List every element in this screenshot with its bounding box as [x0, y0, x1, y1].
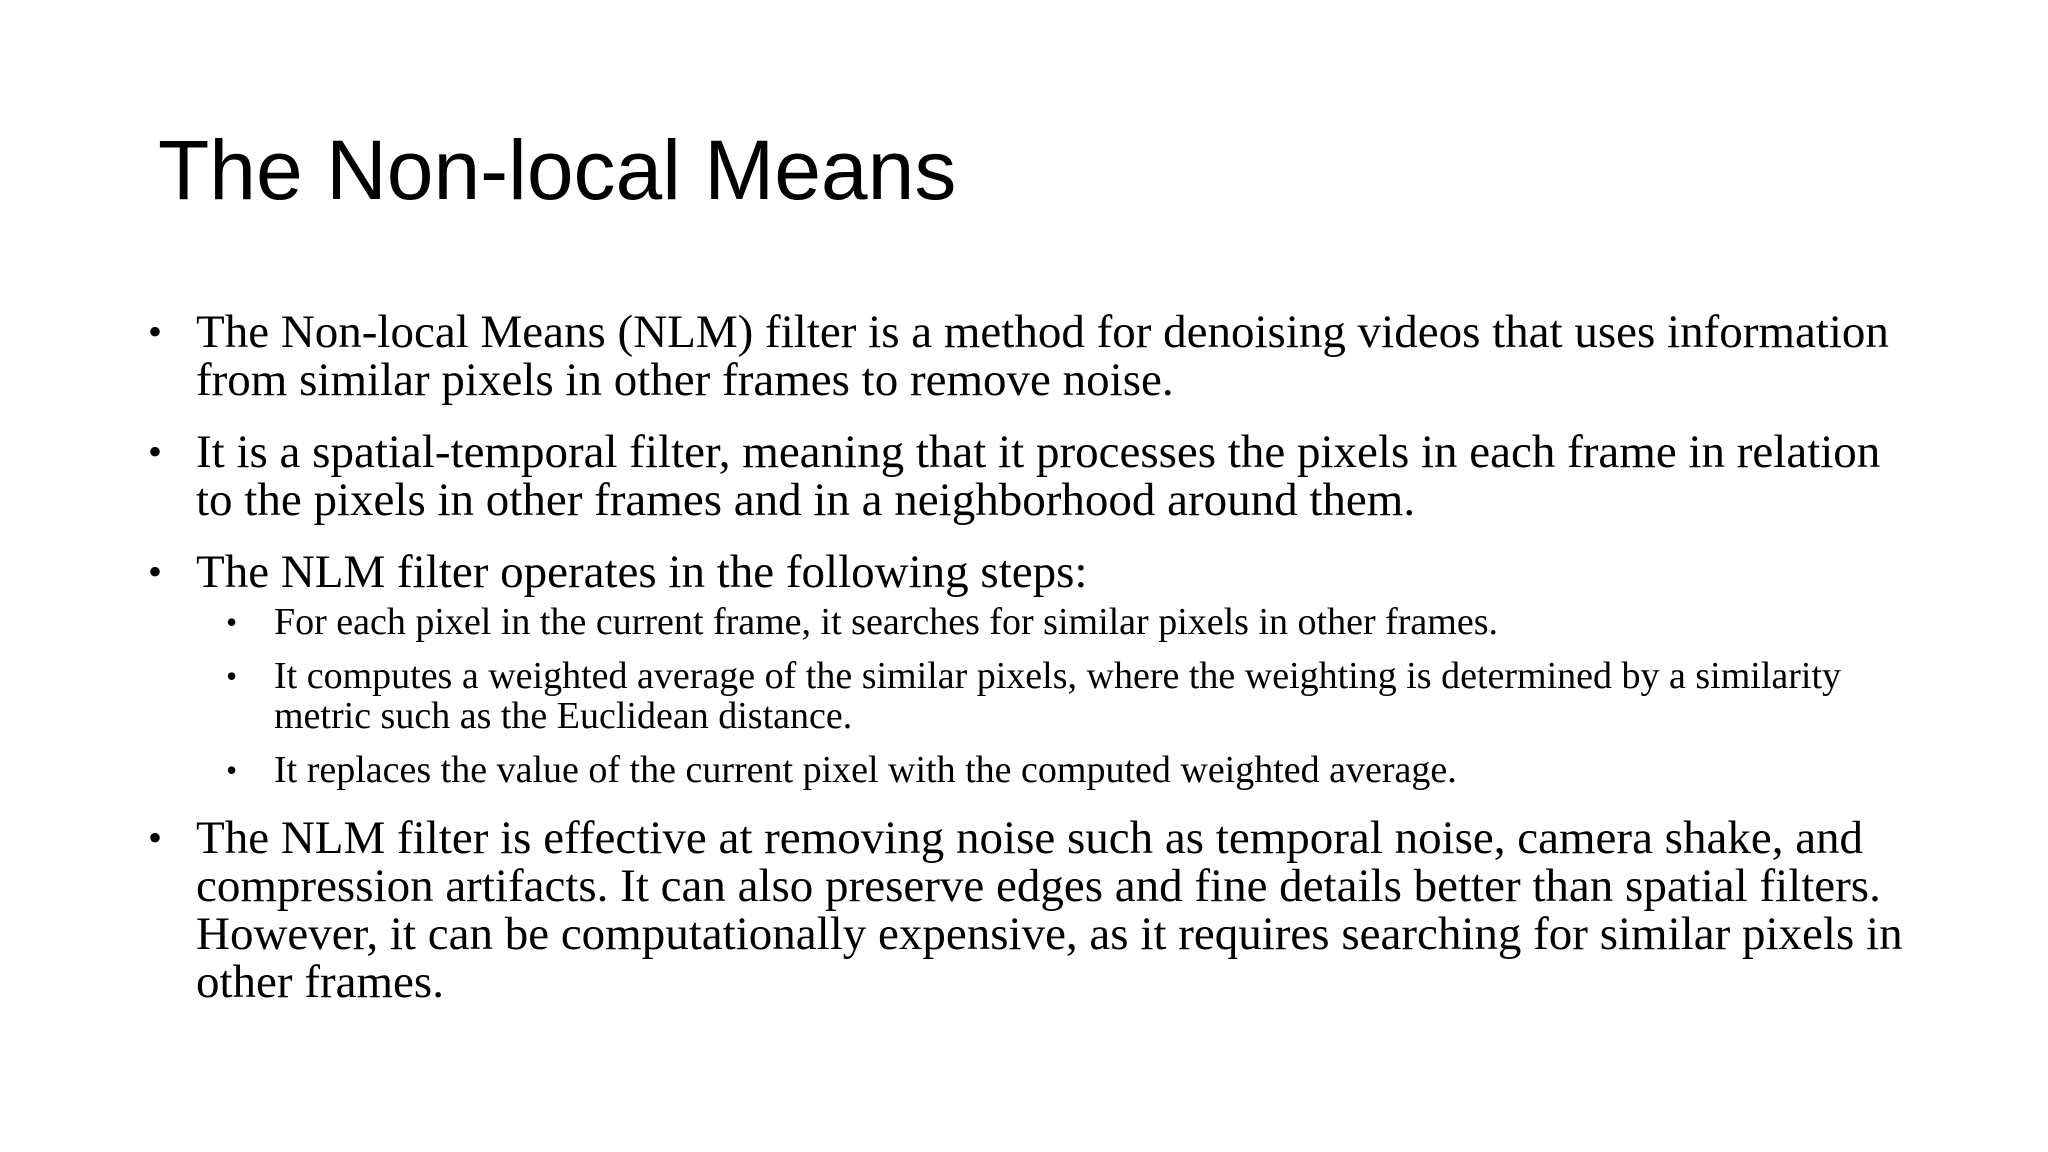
bullet-item — [148, 428, 1908, 524]
sub-bullet-item — [226, 750, 1908, 790]
sub-bullet-marker: • — [226, 752, 238, 788]
sub-bullet-list — [196, 602, 1908, 790]
bullet-marker: • — [148, 309, 163, 354]
sub-bullet-marker: • — [226, 658, 238, 694]
sub-bullet-item — [226, 602, 1908, 642]
bullet-text: The NLM filter operates in the following steps: — [196, 546, 1088, 598]
bullet-marker: • — [148, 429, 163, 474]
bullet-text: The NLM filter is effective at removing noise such as temporal noise, camera shake, and compression artifacts. It can also preserve edges and fine details better than spatial filters. However, it can be computationally expensive, as it requires searching for similar pixels in other frames. — [196, 812, 1903, 1008]
bullet-text: The Non-local Means (NLM) filter is a method for denoising videos that uses information from similar pixels in other frames to remove noise. — [196, 306, 1889, 406]
sub-bullet-item — [226, 656, 1908, 736]
sub-bullet-text: It computes a weighted average of the similar pixels, where the weighting is determined by a similarity metric such as the Euclidean distance. — [274, 655, 1842, 737]
bullet-item — [148, 548, 1908, 790]
slide-title: The Non-local Means — [158, 123, 957, 217]
bullet-marker: • — [148, 549, 163, 594]
sub-bullet-text: It replaces the value of the current pixel with the computed weighted average. — [274, 749, 1457, 791]
bullet-item — [148, 814, 1908, 1006]
bullet-item — [148, 308, 1908, 404]
bullet-marker: • — [148, 815, 163, 860]
sub-bullet-text: For each pixel in the current frame, it searches for similar pixels in other frames. — [274, 601, 1498, 643]
sub-bullet-marker: • — [226, 604, 238, 640]
bullet-text: It is a spatial-temporal filter, meaning that it processes the pixels in each frame in relation to the pixels in other frames and in a neighborhood around them. — [196, 426, 1881, 526]
bullet-list — [148, 308, 1908, 1030]
